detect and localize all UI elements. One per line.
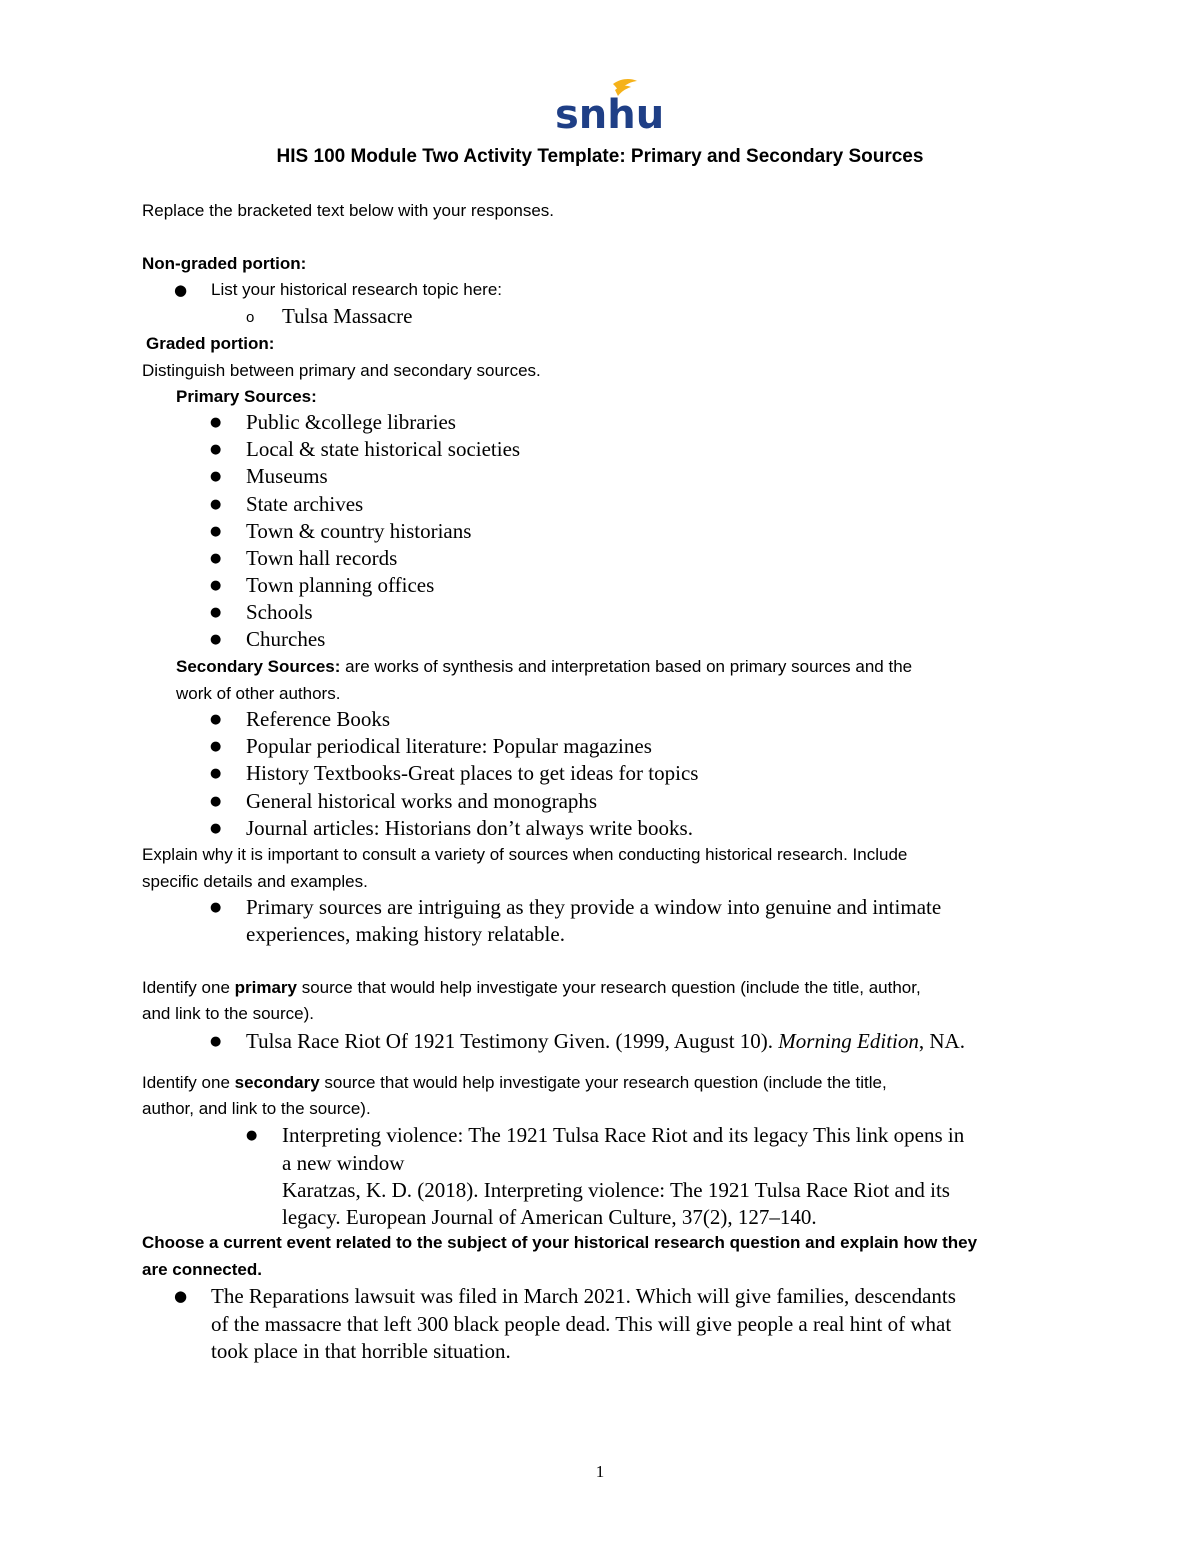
sub-bullet-icon: o xyxy=(246,309,255,326)
prompt-text: source that would help investigate your research question (include the title, author, xyxy=(297,978,921,997)
intro-text: Replace the bracketed text below with your responses. xyxy=(142,201,555,220)
list-item: Churches xyxy=(246,627,326,651)
secondary-answer-line4: legacy. European Journal of American Culture, 37(2), 127–140. xyxy=(282,1205,817,1229)
prompt-text: Identify one xyxy=(142,1073,235,1092)
bullet-icon: ● xyxy=(210,900,222,915)
secondary-sources-definition xyxy=(176,657,912,677)
secondary-desc-line1: are works of synthesis and interpretation based on primary sources and the xyxy=(340,657,913,676)
bullet-icon: ● xyxy=(210,524,222,539)
bullet-icon: ● xyxy=(210,551,222,566)
prompt-text: Identify one xyxy=(142,978,235,997)
logo-text: snhu xyxy=(555,92,665,138)
bullet-icon: ● xyxy=(210,1034,222,1049)
primary-identify-line2: and link to the source). xyxy=(142,1004,314,1023)
bullet-icon: ● xyxy=(210,712,222,727)
list-item: Public &college libraries xyxy=(246,410,456,434)
secondary-sources-heading: Secondary Sources: xyxy=(176,657,341,676)
list-item: Museums xyxy=(246,464,328,488)
topic-prompt: List your historical research topic here: xyxy=(211,280,503,299)
citation-text: Tulsa Race Riot Of 1921 Testimony Given. (1999, August 10). xyxy=(246,1029,779,1053)
citation-publication: Morning Edition xyxy=(778,1029,919,1053)
bullet-icon: ● xyxy=(210,497,222,512)
list-item: Town hall records xyxy=(246,546,398,570)
bullet-icon: ● xyxy=(210,632,222,647)
bullet-icon: ● xyxy=(174,281,188,299)
bullet-icon: ● xyxy=(210,766,222,781)
prompt-emphasis: primary xyxy=(234,978,297,997)
list-item: Town planning offices xyxy=(246,573,435,597)
page-number: 1 xyxy=(595,1462,605,1481)
bullet-icon: ● xyxy=(210,794,222,809)
explain-answer-line1: Primary sources are intriguing as they provide a window into genuine and intimate xyxy=(246,895,942,919)
list-item: Town & country historians xyxy=(246,519,472,543)
current-event-prompt-line2: are connected. xyxy=(142,1260,262,1279)
secondary-answer-line2: a new window xyxy=(282,1151,405,1175)
primary-identify-prompt xyxy=(142,978,921,998)
current-event-answer-line2: of the massacre that left 300 black people dead. This will give people a real hint of what xyxy=(211,1312,952,1336)
prompt-text: source that would help investigate your research question (include the title, xyxy=(319,1073,887,1092)
document-title: HIS 100 Module Two Activity Template: Primary and Secondary Sources xyxy=(276,146,924,167)
explain-prompt-line1: Explain why it is important to consult a variety of sources when conducting historical research. Include xyxy=(142,845,908,864)
secondary-desc-line2: work of other authors. xyxy=(176,684,341,703)
secondary-identify-line2: author, and link to the source). xyxy=(142,1099,371,1118)
bullet-icon: ● xyxy=(210,821,222,836)
secondary-answer-line1: Interpreting violence: The 1921 Tulsa Race Riot and its legacy This link opens in xyxy=(282,1123,965,1147)
snhu-logo xyxy=(555,76,665,138)
primary-sources-heading: Primary Sources: xyxy=(176,387,317,406)
bullet-icon: ● xyxy=(210,605,222,620)
distinguish-prompt: Distinguish between primary and secondary sources. xyxy=(142,361,541,380)
graded-heading: Graded portion: xyxy=(146,334,275,353)
list-item: General historical works and monographs xyxy=(246,789,598,813)
bullet-icon: ● xyxy=(210,739,222,754)
current-event-answer-line3: took place in that horrible situation. xyxy=(211,1339,511,1363)
list-item: History Textbooks-Great places to get ideas for topics xyxy=(246,761,699,785)
explain-answer-line2: experiences, making history relatable. xyxy=(246,922,565,946)
non-graded-heading: Non-graded portion: xyxy=(142,254,307,273)
primary-source-citation xyxy=(246,1029,965,1054)
list-item: Local & state historical societies xyxy=(246,437,521,461)
current-event-prompt-line1: Choose a current event related to the subject of your historical research question and explain how they xyxy=(142,1233,978,1252)
bullet-icon: ● xyxy=(210,578,222,593)
list-item: State archives xyxy=(246,492,364,516)
bullet-icon: ● xyxy=(174,1287,188,1305)
bullet-icon: ● xyxy=(210,442,222,457)
bullet-icon: ● xyxy=(210,415,222,430)
list-item: Popular periodical literature: Popular magazines xyxy=(246,734,652,758)
citation-text: , NA. xyxy=(918,1029,965,1053)
list-item: Reference Books xyxy=(246,707,391,731)
list-item: Journal articles: Historians don’t always write books. xyxy=(246,816,693,840)
list-item: Schools xyxy=(246,600,313,624)
bullet-icon: ● xyxy=(246,1128,258,1143)
topic-value: Tulsa Massacre xyxy=(282,304,413,328)
bullet-icon: ● xyxy=(210,469,222,484)
secondary-answer-line3: Karatzas, K. D. (2018). Interpreting violence: The 1921 Tulsa Race Riot and its xyxy=(282,1178,950,1202)
secondary-identify-prompt xyxy=(142,1073,887,1093)
current-event-answer-line1: The Reparations lawsuit was filed in March 2021. Which will give families, descendants xyxy=(211,1284,956,1308)
explain-prompt-line2: specific details and examples. xyxy=(142,872,368,891)
prompt-emphasis: secondary xyxy=(234,1073,320,1092)
